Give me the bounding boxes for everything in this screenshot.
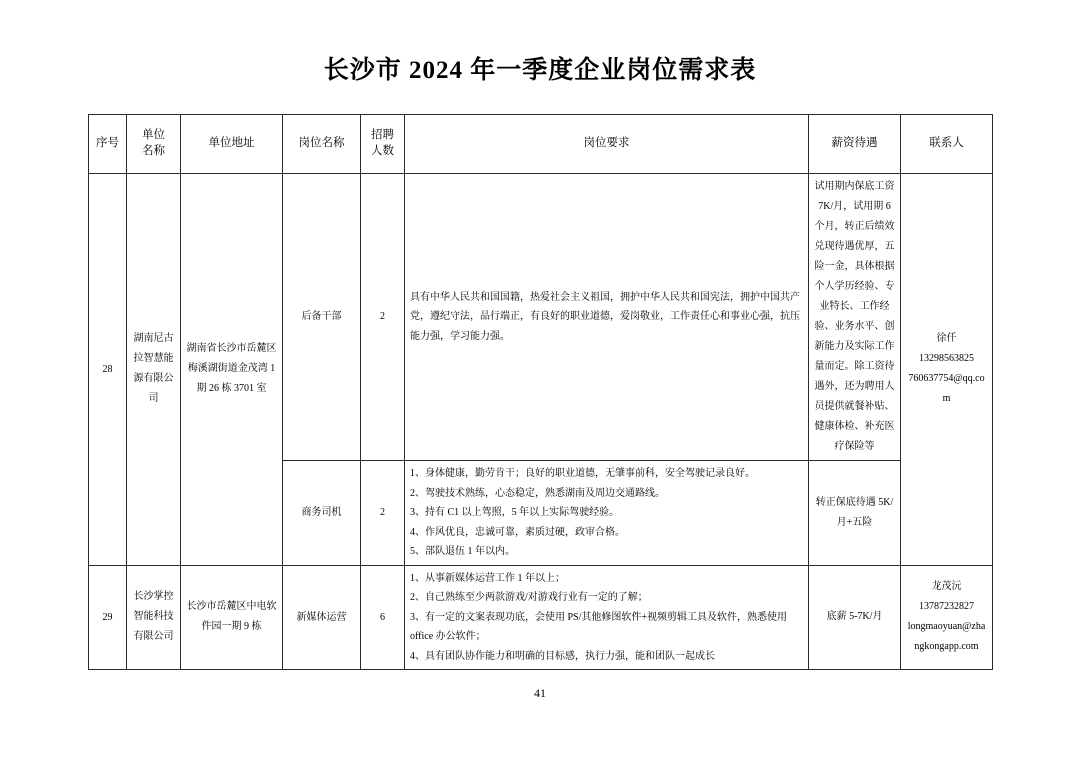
header-seq: 序号 [89, 115, 127, 174]
header-job: 岗位名称 [283, 115, 361, 174]
requirement-line: 1、身体健康，勤劳肯干；良好的职业道德，无肇事前科，安全驾驶记录良好。 [410, 468, 755, 479]
cell-job-count: 2 [361, 174, 405, 461]
contact-email: 760637754@qq.com [908, 373, 985, 405]
cell-address: 长沙市岳麓区中电软件园一期 9 栋 [181, 565, 283, 670]
header-requirement: 岗位要求 [405, 115, 809, 174]
cell-requirement [405, 565, 809, 670]
cell-company: 湖南尼古拉智慧能源有限公司 [127, 174, 181, 566]
header-company [127, 115, 181, 174]
cell-salary: 转正保底待遇 5K/月+五险 [809, 461, 901, 566]
header-salary: 薪资待遇 [809, 115, 901, 174]
header-company-line1: 单位 [142, 129, 165, 142]
cell-job-count: 6 [361, 565, 405, 670]
header-count-line2: 人数 [371, 145, 394, 157]
page-number: 41 [534, 686, 546, 700]
cell-address: 湖南省长沙市岳麓区梅溪湖街道金茂湾 1 期 26 栋 3701 室 [181, 174, 283, 566]
cell-job-title: 新媒体运营 [283, 565, 361, 670]
cell-job-title: 商务司机 [283, 461, 361, 566]
page-title: 长沙市 2024 年一季度企业岗位需求表 [323, 57, 757, 84]
cell-salary: 底薪 5-7K/月 [809, 565, 901, 670]
requirement-line: 1、从事新媒体运营工作 1 年以上； [410, 572, 565, 584]
contact-name: 徐仟 [936, 333, 957, 345]
cell-salary: 试用期内保底工资 7K/月，试用期 6 个月，转正后绩效兑现待遇优厚，五险一金，具体根据个人学历经验、专业特长、工作经验、业务水平、创新能力及实际工作量而定。除工资待遇外，还为聘用人员提供就餐补贴、健康体检、补充医疗保险等 [809, 174, 901, 461]
cell-requirement [405, 461, 809, 566]
contact-name: 龙茂沅 [931, 581, 962, 593]
header-count-line1: 招聘 [371, 129, 394, 142]
table-container [0, 114, 1080, 670]
cell-contact [901, 174, 993, 566]
cell-seq: 28 [89, 174, 127, 566]
header-company-line2: 名称 [142, 145, 165, 157]
table-header-row [89, 115, 993, 174]
requirement-line: 4、作风优良，忠诚可靠，素质过硬，政审合格。 [410, 526, 625, 538]
cell-contact [901, 565, 993, 670]
table-row [89, 565, 993, 670]
contact-email: longmaoyuan@zhangkongapp.com [907, 621, 986, 653]
contact-phone: 13298563825 [919, 353, 974, 365]
cell-job-count: 2 [361, 461, 405, 566]
requirement-line: 2、自己熟练至少两款游戏/对游戏行业有一定的了解； [410, 592, 648, 603]
job-requirements-table [88, 114, 993, 670]
requirement-line: 5、部队退伍 1 年以内。 [410, 546, 515, 557]
requirement-line: 4、具有团队协作能力和明确的目标感，执行力强，能和团队一起成长 [410, 650, 715, 662]
requirement-line: 3、持有 C1 以上驾照，5 年以上实际驾驶经验。 [410, 507, 620, 518]
requirement-line: 3、有一定的文案表现功底，会使用 PS/其他修图软件+视频剪辑工具及软件，熟悉使用 office 办公软件； [410, 611, 788, 642]
header-contact: 联系人 [901, 115, 993, 174]
header-address: 单位地址 [181, 115, 283, 174]
contact-phone: 13787232827 [919, 601, 974, 613]
cell-seq: 29 [89, 565, 127, 670]
cell-job-title: 后备干部 [283, 174, 361, 461]
cell-company: 长沙掌控智能科技有限公司 [127, 565, 181, 670]
table-row [89, 174, 993, 461]
requirement-line: 2、驾驶技术熟练，心态稳定，熟悉湖南及周边交通路线。 [410, 487, 665, 499]
header-count [361, 115, 405, 174]
cell-requirement: 具有中华人民共和国国籍，热爱社会主义祖国，拥护中华人民共和国宪法，拥护中国共产党，遵纪守法，品行端正，有良好的职业道德，爱岗敬业，工作责任心和事业心强，抗压能力强，学习能力强。 [405, 174, 809, 461]
